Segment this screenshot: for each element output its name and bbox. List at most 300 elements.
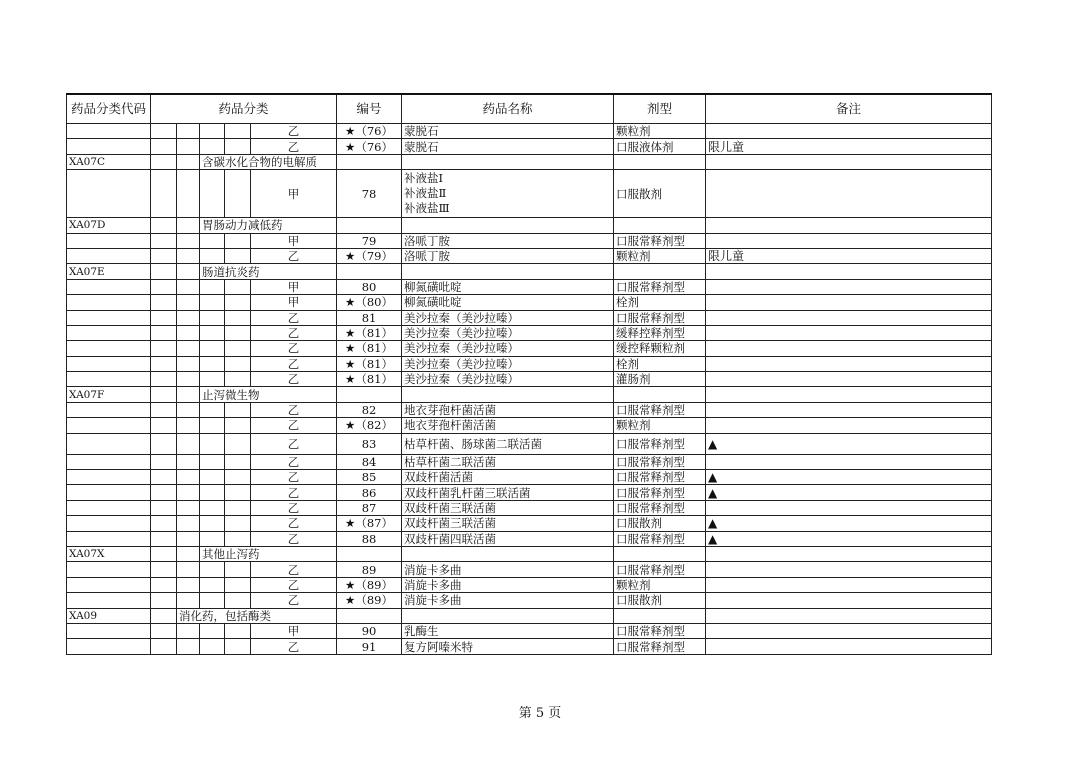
category-indent xyxy=(177,623,200,638)
dosage-form: 颗粒剂 xyxy=(614,418,706,433)
table-row xyxy=(67,623,992,638)
code-cell xyxy=(67,372,151,387)
remark xyxy=(706,124,992,139)
category-indent xyxy=(177,264,200,279)
drug-name-cell xyxy=(402,264,614,279)
table-row xyxy=(67,279,992,294)
grade-cell: 乙 xyxy=(251,577,337,592)
category-indent xyxy=(177,310,200,325)
dosage-form: 口服常释剂型 xyxy=(614,623,706,638)
drug-number: 85 xyxy=(337,470,402,485)
remark xyxy=(706,454,992,469)
dosage-form: 口服常释剂型 xyxy=(614,562,706,577)
table-row xyxy=(67,433,992,454)
category-row xyxy=(67,154,992,169)
category-indent xyxy=(177,500,200,515)
category-indent xyxy=(177,470,200,485)
category-indent xyxy=(177,295,200,310)
category-indent xyxy=(200,310,225,325)
category-indent xyxy=(225,372,251,387)
category-indent xyxy=(177,577,200,592)
dosage-form: 口服散剂 xyxy=(614,516,706,531)
code-cell xyxy=(67,402,151,417)
table-row xyxy=(67,470,992,485)
dosage-form: 口服常释剂型 xyxy=(614,470,706,485)
remark-cell xyxy=(706,387,992,402)
code-cell xyxy=(67,139,151,154)
grade-cell: 乙 xyxy=(251,454,337,469)
header-name: 药品名称 xyxy=(402,94,614,124)
table-row xyxy=(67,516,992,531)
category-indent xyxy=(151,623,177,638)
remark: 限儿童 xyxy=(706,248,992,263)
drug-number: ★（87） xyxy=(337,516,402,531)
drug-name-cell xyxy=(402,218,614,233)
dosage-form: 口服常释剂型 xyxy=(614,279,706,294)
drug-name: 柳氮磺吡啶 xyxy=(402,279,614,294)
drug-number: 79 xyxy=(337,233,402,248)
drug-number: 81 xyxy=(337,310,402,325)
drug-name: 乳酶生 xyxy=(402,623,614,638)
drug-name: 蒙脱石 xyxy=(402,139,614,154)
category-indent xyxy=(151,562,177,577)
category-indent xyxy=(177,402,200,417)
drug-name: 蒙脱石 xyxy=(402,124,614,139)
dosage-form: 缓控释颗粒剂 xyxy=(614,341,706,356)
code-cell xyxy=(67,454,151,469)
category-indent xyxy=(225,623,251,638)
form-cell xyxy=(614,387,706,402)
category-indent xyxy=(151,516,177,531)
category-indent xyxy=(151,608,177,623)
code-cell xyxy=(67,639,151,654)
table-header-row xyxy=(67,94,992,124)
remark xyxy=(706,233,992,248)
category-indent xyxy=(225,124,251,139)
code-cell xyxy=(67,516,151,531)
dosage-form: 颗粒剂 xyxy=(614,124,706,139)
category-indent xyxy=(225,485,251,500)
category-indent xyxy=(151,470,177,485)
category-indent xyxy=(177,124,200,139)
category-label: 胃肠动力减低药 xyxy=(200,218,337,233)
number-cell xyxy=(337,608,402,623)
drug-name: 美沙拉秦（美沙拉嗪） xyxy=(402,341,614,356)
category-indent xyxy=(177,433,200,454)
remark: ▲ xyxy=(706,433,992,454)
category-indent xyxy=(151,279,177,294)
code-cell xyxy=(67,356,151,371)
drug-name: 枯草杆菌、肠球菌二联活菌 xyxy=(402,433,614,454)
category-indent xyxy=(177,546,200,561)
remark: ▲ xyxy=(706,485,992,500)
category-indent xyxy=(177,531,200,546)
category-indent xyxy=(177,248,200,263)
number-cell xyxy=(337,218,402,233)
category-indent xyxy=(177,639,200,654)
category-indent xyxy=(200,470,225,485)
category-indent xyxy=(151,500,177,515)
category-indent xyxy=(151,233,177,248)
category-row xyxy=(67,264,992,279)
category-indent xyxy=(151,577,177,592)
dosage-form: 口服常释剂型 xyxy=(614,639,706,654)
category-indent xyxy=(225,295,251,310)
drug-number: ★（76） xyxy=(337,124,402,139)
drug-name-cell xyxy=(402,387,614,402)
category-indent xyxy=(177,356,200,371)
drug-name: 复方阿嗪米特 xyxy=(402,639,614,654)
category-label: 肠道抗炎药 xyxy=(200,264,337,279)
drug-number: 80 xyxy=(337,279,402,294)
code-cell xyxy=(67,341,151,356)
category-indent xyxy=(177,279,200,294)
category-row xyxy=(67,608,992,623)
grade-cell: 乙 xyxy=(251,639,337,654)
category-indent xyxy=(177,325,200,340)
code-cell xyxy=(67,531,151,546)
header-form: 剂型 xyxy=(614,94,706,124)
table-row xyxy=(67,248,992,263)
category-row xyxy=(67,546,992,561)
category-indent xyxy=(177,218,200,233)
category-indent xyxy=(151,593,177,608)
category-label: 消化药，包括酶类 xyxy=(177,608,337,623)
drug-number: 91 xyxy=(337,639,402,654)
table-row xyxy=(67,593,992,608)
category-indent xyxy=(200,500,225,515)
drug-catalog-table xyxy=(66,93,992,655)
header-code: 药品分类代码 xyxy=(67,94,151,124)
code-cell xyxy=(67,470,151,485)
category-indent xyxy=(200,170,225,218)
category-indent xyxy=(200,531,225,546)
drug-number: 90 xyxy=(337,623,402,638)
category-indent xyxy=(151,170,177,218)
table-row xyxy=(67,418,992,433)
drug-number: ★（81） xyxy=(337,372,402,387)
grade-cell: 乙 xyxy=(251,248,337,263)
category-indent xyxy=(225,516,251,531)
category-indent xyxy=(225,310,251,325)
drug-name: 枯草杆菌二联活菌 xyxy=(402,454,614,469)
dosage-form: 颗粒剂 xyxy=(614,577,706,592)
category-indent xyxy=(225,593,251,608)
remark xyxy=(706,402,992,417)
number-cell xyxy=(337,546,402,561)
grade-cell: 乙 xyxy=(251,418,337,433)
drug-number: 84 xyxy=(337,454,402,469)
drug-name: 双歧杆菌三联活菌 xyxy=(402,500,614,515)
category-indent xyxy=(200,279,225,294)
grade-cell: 甲 xyxy=(251,233,337,248)
category-indent xyxy=(177,454,200,469)
dosage-form: 栓剂 xyxy=(614,295,706,310)
remark xyxy=(706,170,992,218)
category-indent xyxy=(151,485,177,500)
category-label: 其他止泻药 xyxy=(200,546,337,561)
page-number: 第 5 页 xyxy=(518,706,562,721)
form-cell xyxy=(614,264,706,279)
grade-cell: 乙 xyxy=(251,124,337,139)
category-indent xyxy=(151,418,177,433)
category-indent xyxy=(177,154,200,169)
dosage-form: 口服常释剂型 xyxy=(614,531,706,546)
category-label: 止泻微生物 xyxy=(200,387,337,402)
category-indent xyxy=(225,500,251,515)
category-indent xyxy=(151,325,177,340)
category-indent xyxy=(200,639,225,654)
category-row xyxy=(67,218,992,233)
drug-name-line: 补液盐Ⅱ xyxy=(404,186,447,201)
category-indent xyxy=(151,124,177,139)
drug-name-cell xyxy=(402,608,614,623)
category-indent xyxy=(177,562,200,577)
category-indent xyxy=(225,325,251,340)
drug-number: ★（89） xyxy=(337,593,402,608)
category-indent xyxy=(225,639,251,654)
category-code: XA09 xyxy=(67,608,151,623)
dosage-form: 颗粒剂 xyxy=(614,248,706,263)
table-row xyxy=(67,577,992,592)
category-indent xyxy=(225,470,251,485)
category-indent xyxy=(200,418,225,433)
category-indent xyxy=(225,233,251,248)
category-indent xyxy=(200,233,225,248)
code-cell xyxy=(67,500,151,515)
drug-name: 双歧杆菌三联活菌 xyxy=(402,516,614,531)
code-cell xyxy=(67,248,151,263)
drug-number: ★（80） xyxy=(337,295,402,310)
drug-name: 洛哌丁胺 xyxy=(402,233,614,248)
drug-number: ★（89） xyxy=(337,577,402,592)
category-indent xyxy=(177,341,200,356)
grade-cell: 乙 xyxy=(251,485,337,500)
drug-name-cell xyxy=(402,546,614,561)
drug-number: ★（82） xyxy=(337,418,402,433)
dosage-form: 口服常释剂型 xyxy=(614,310,706,325)
drug-number: 87 xyxy=(337,500,402,515)
category-indent xyxy=(225,562,251,577)
header-number: 编号 xyxy=(337,94,402,124)
category-indent xyxy=(177,170,200,218)
category-indent xyxy=(177,593,200,608)
drug-name: 消旋卡多曲 xyxy=(402,593,614,608)
grade-cell: 乙 xyxy=(251,593,337,608)
dosage-form: 口服常释剂型 xyxy=(614,233,706,248)
remark xyxy=(706,418,992,433)
grade-cell: 乙 xyxy=(251,341,337,356)
drug-name: 双歧杆菌活菌 xyxy=(402,470,614,485)
category-code: XA07D xyxy=(67,218,151,233)
remark: ▲ xyxy=(706,516,992,531)
code-cell xyxy=(67,310,151,325)
category-indent xyxy=(200,124,225,139)
drug-name-cell xyxy=(402,154,614,169)
category-code: XA07E xyxy=(67,264,151,279)
code-cell xyxy=(67,593,151,608)
drug-name: 双歧杆菌四联活菌 xyxy=(402,531,614,546)
drug-name: 美沙拉秦（美沙拉嗪） xyxy=(402,356,614,371)
grade-cell: 甲 xyxy=(251,279,337,294)
table-row xyxy=(67,341,992,356)
category-indent xyxy=(200,356,225,371)
category-indent xyxy=(151,546,177,561)
category-label: 含碳水化合物的电解质 xyxy=(200,154,337,169)
drug-name: 消旋卡多曲 xyxy=(402,577,614,592)
code-cell xyxy=(67,623,151,638)
grade-cell: 甲 xyxy=(251,170,337,218)
table-row xyxy=(67,139,992,154)
drug-name: 柳氮磺吡啶 xyxy=(402,295,614,310)
code-cell xyxy=(67,170,151,218)
category-indent xyxy=(177,418,200,433)
grade-cell: 乙 xyxy=(251,500,337,515)
table-row xyxy=(67,639,992,654)
table-row xyxy=(67,562,992,577)
drug-name: 消旋卡多曲 xyxy=(402,562,614,577)
remark xyxy=(706,295,992,310)
code-cell xyxy=(67,124,151,139)
category-indent xyxy=(225,341,251,356)
remark-cell xyxy=(706,546,992,561)
dosage-form: 口服常释剂型 xyxy=(614,485,706,500)
grade-cell: 乙 xyxy=(251,470,337,485)
number-cell xyxy=(337,264,402,279)
category-indent xyxy=(177,387,200,402)
drug-name-line: 补液盐Ⅰ xyxy=(404,171,444,186)
header-category: 药品分类 xyxy=(151,94,337,124)
category-indent xyxy=(200,516,225,531)
grade-cell: 乙 xyxy=(251,433,337,454)
table-row xyxy=(67,233,992,248)
code-cell xyxy=(67,418,151,433)
drug-number: 89 xyxy=(337,562,402,577)
drug-number: ★（81） xyxy=(337,341,402,356)
remark xyxy=(706,325,992,340)
category-indent xyxy=(225,139,251,154)
drug-name: 地衣芽孢杆菌活菌 xyxy=(402,402,614,417)
grade-cell: 乙 xyxy=(251,531,337,546)
category-indent xyxy=(151,341,177,356)
code-cell xyxy=(67,279,151,294)
category-indent xyxy=(151,139,177,154)
category-code: XA07C xyxy=(67,154,151,169)
form-cell xyxy=(614,608,706,623)
drug-name-cell xyxy=(402,170,614,218)
category-indent xyxy=(225,577,251,592)
grade-cell: 甲 xyxy=(251,623,337,638)
remark xyxy=(706,562,992,577)
table-row xyxy=(67,500,992,515)
drug-number: 86 xyxy=(337,485,402,500)
remark xyxy=(706,310,992,325)
category-indent xyxy=(200,341,225,356)
grade-cell: 乙 xyxy=(251,562,337,577)
table-row xyxy=(67,402,992,417)
category-indent xyxy=(200,454,225,469)
drug-number: 82 xyxy=(337,402,402,417)
category-indent xyxy=(151,264,177,279)
code-cell xyxy=(67,485,151,500)
form-cell xyxy=(614,218,706,233)
drug-number: 88 xyxy=(337,531,402,546)
code-cell xyxy=(67,433,151,454)
code-cell xyxy=(67,577,151,592)
dosage-form: 灌肠剂 xyxy=(614,372,706,387)
category-indent xyxy=(200,433,225,454)
category-indent xyxy=(200,623,225,638)
code-cell xyxy=(67,295,151,310)
category-indent xyxy=(225,248,251,263)
remark-cell xyxy=(706,218,992,233)
category-indent xyxy=(200,485,225,500)
category-indent xyxy=(225,433,251,454)
form-cell xyxy=(614,154,706,169)
drug-number: 83 xyxy=(337,433,402,454)
number-cell xyxy=(337,387,402,402)
dosage-form: 口服常释剂型 xyxy=(614,454,706,469)
code-cell xyxy=(67,562,151,577)
drug-number: ★（81） xyxy=(337,325,402,340)
remark xyxy=(706,279,992,294)
table-row xyxy=(67,356,992,371)
category-indent xyxy=(225,531,251,546)
dosage-form: 口服散剂 xyxy=(614,170,706,218)
drug-number: 78 xyxy=(337,170,402,218)
table-body xyxy=(67,124,992,655)
table-row xyxy=(67,372,992,387)
drug-name: 地衣芽孢杆菌活菌 xyxy=(402,418,614,433)
category-row xyxy=(67,387,992,402)
dosage-form: 口服液体剂 xyxy=(614,139,706,154)
category-indent xyxy=(177,233,200,248)
dosage-form: 口服散剂 xyxy=(614,593,706,608)
dosage-form: 口服常释剂型 xyxy=(614,500,706,515)
code-cell xyxy=(67,233,151,248)
drug-name: 双歧杆菌乳杆菌三联活菌 xyxy=(402,485,614,500)
drug-name: 美沙拉秦（美沙拉嗪） xyxy=(402,310,614,325)
dosage-form: 缓释控释剂型 xyxy=(614,325,706,340)
category-indent xyxy=(177,372,200,387)
category-indent xyxy=(225,356,251,371)
grade-cell: 乙 xyxy=(251,356,337,371)
table-row xyxy=(67,531,992,546)
grade-cell: 乙 xyxy=(251,372,337,387)
category-indent xyxy=(200,562,225,577)
category-code: XA07X xyxy=(67,546,151,561)
drug-number: ★（79） xyxy=(337,248,402,263)
table-row xyxy=(67,485,992,500)
drug-number: ★（76） xyxy=(337,139,402,154)
category-indent xyxy=(225,170,251,218)
drug-name: 美沙拉秦（美沙拉嗪） xyxy=(402,325,614,340)
category-code: XA07F xyxy=(67,387,151,402)
category-indent xyxy=(151,248,177,263)
grade-cell: 乙 xyxy=(251,516,337,531)
category-indent xyxy=(200,593,225,608)
dosage-form: 口服常释剂型 xyxy=(614,433,706,454)
category-indent xyxy=(151,639,177,654)
category-indent xyxy=(200,248,225,263)
code-cell xyxy=(67,325,151,340)
remark xyxy=(706,372,992,387)
category-indent xyxy=(177,485,200,500)
drug-name-line: 补液盐Ⅲ xyxy=(404,201,450,216)
grade-cell: 乙 xyxy=(251,310,337,325)
remark xyxy=(706,500,992,515)
category-indent xyxy=(225,279,251,294)
